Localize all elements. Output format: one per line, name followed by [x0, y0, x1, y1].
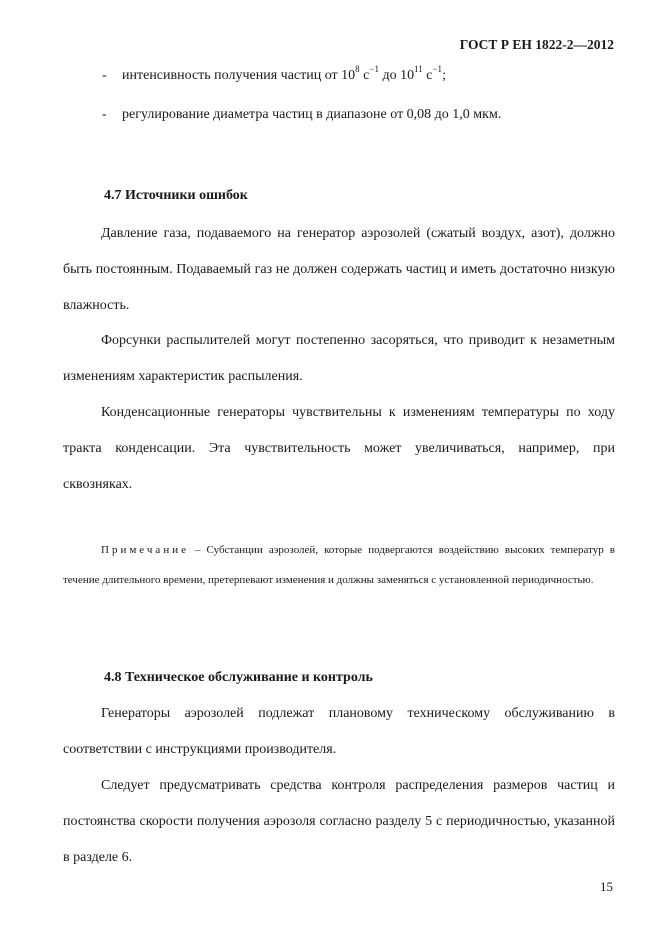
bullet-particle-rate — [102, 64, 446, 84]
page-number: 15 — [600, 879, 613, 894]
bullet-text-part: с — [359, 68, 370, 83]
bullet-text-part: с — [422, 68, 433, 83]
bullet-text-part: интенсивность получения частиц от 10 — [122, 68, 356, 83]
exponent: 8 — [355, 64, 360, 74]
bullet-text-part: ; — [442, 68, 446, 83]
note-label: Примечание — [101, 544, 189, 556]
section-title-4-8: 4.8 Техническое обслуживание и контроль — [104, 670, 373, 685]
exponent: −1 — [369, 64, 379, 74]
bullet-diameter-range — [102, 107, 501, 123]
paragraph-nozzles: Форсунки распылителей могут постепенно засоряться, что приводит к незаметным изменениям характеристик распыления. — [63, 333, 615, 384]
note-text: – Субстанции аэрозолей, которые подвергаются воздействию высоких температур в течение длительного времени, претерпевают изменения и должны заменяться с установленной периодичностью. — [63, 544, 615, 586]
document-code-header: ГОСТ Р ЕН 1822-2—2012 — [459, 37, 614, 52]
exponent: −1 — [432, 64, 443, 74]
paragraph-gas-pressure: Давление газа, подаваемого на генератор аэрозолей (сжатый воздух, азот), должно быть постоянным. Подаваемый газ не должен содержать частиц и иметь достаточно низкую влажность. — [63, 226, 615, 313]
bullet-text-part: до 10 — [378, 68, 415, 83]
bullet-dash: - — [102, 68, 107, 83]
paragraph-maintenance: Генераторы аэрозолей подлежат плановому техническому обслуживанию в соответствии с инструкциями производителя. — [63, 706, 615, 757]
note-block — [63, 535, 615, 595]
exponent: 11 — [414, 64, 423, 74]
bullet-dash: - — [102, 107, 107, 122]
section-title-4-7: 4.7 Источники ошибок — [104, 188, 248, 203]
bullet-text: регулирование диаметра частиц в диапазоне от 0,08 до 1,0 мкм. — [122, 107, 502, 122]
paragraph-condensation: Конденсационные генераторы чувствительны к изменениям температуры по ходу тракта конденсации. Эта чувствительность может увеличиваться, например, при сквозняках. — [63, 405, 615, 492]
paragraph-control: Следует предусматривать средства контроля распределения размеров частиц и постоянства скорости получения аэрозоля согласно разделу 5 с периодичностью, указанной в разделе 6. — [63, 778, 615, 865]
